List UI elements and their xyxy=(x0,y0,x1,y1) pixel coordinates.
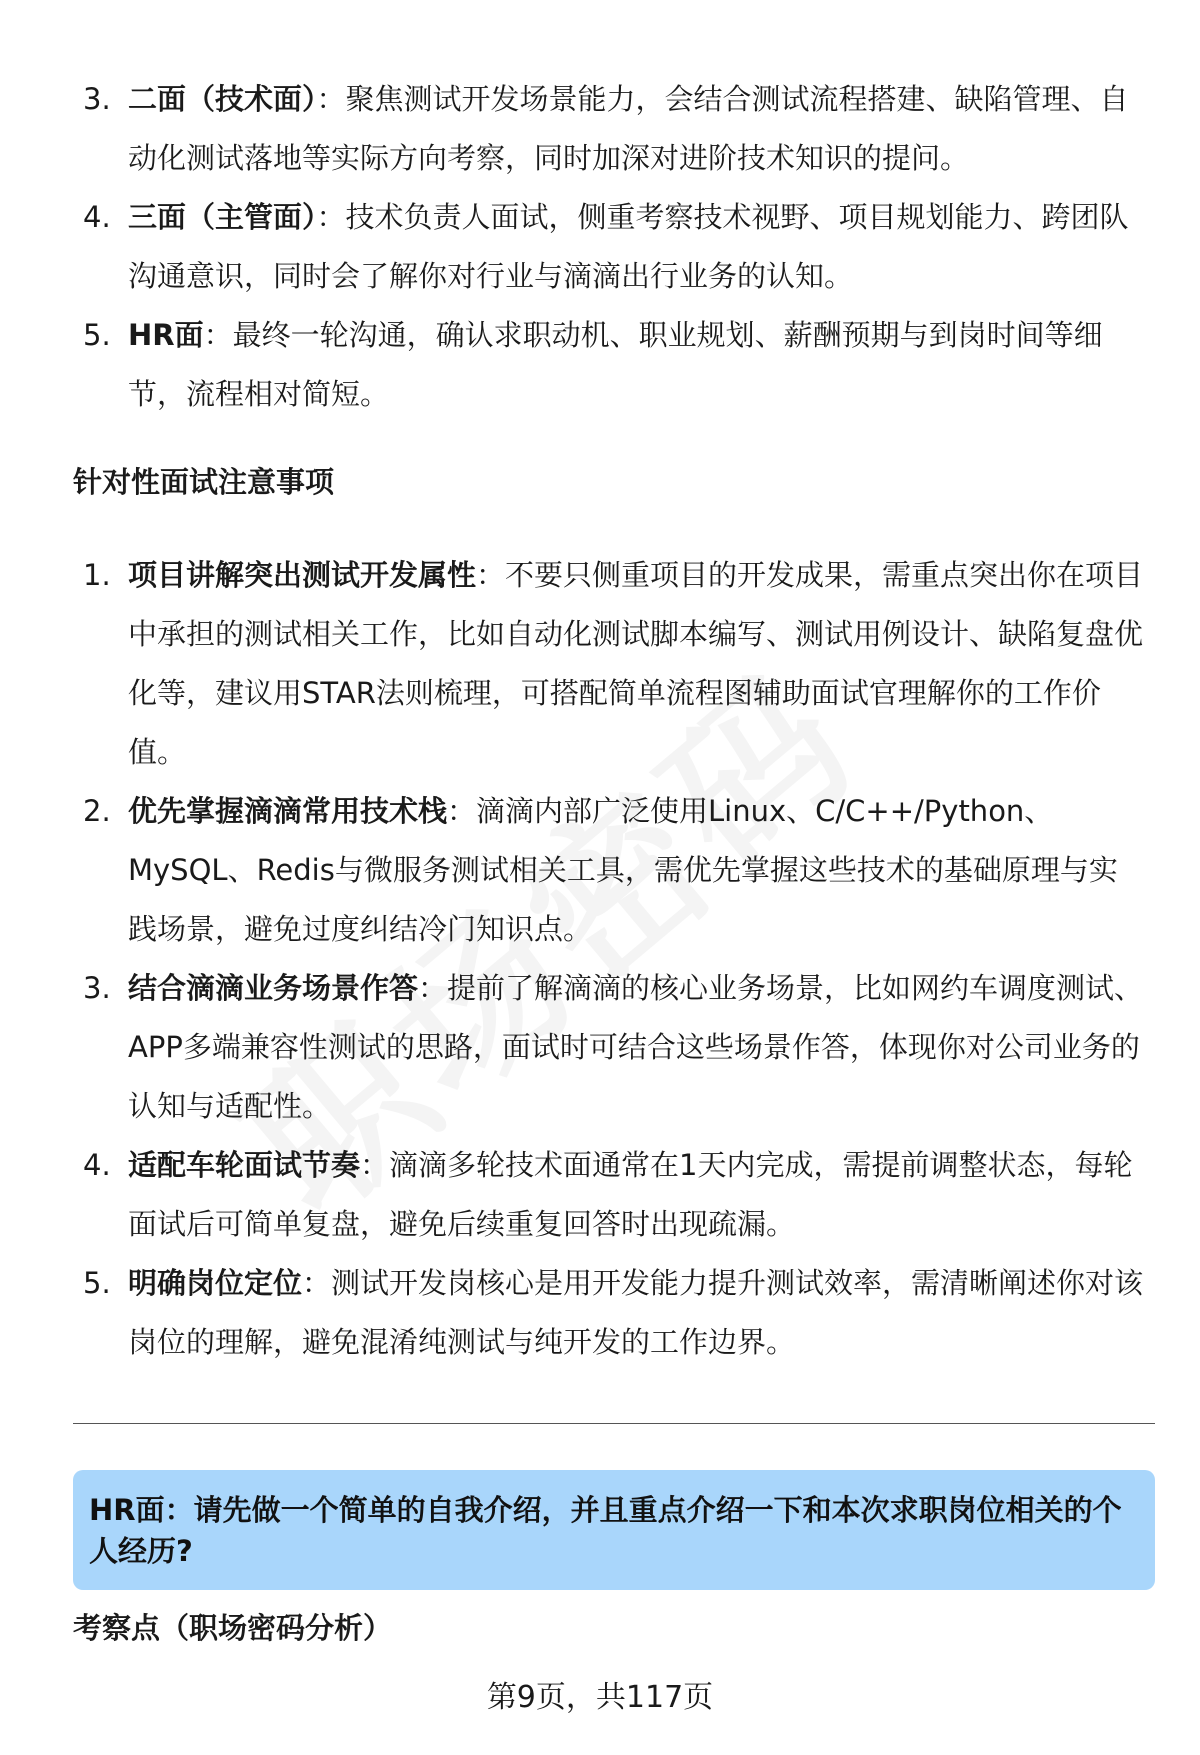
list-item xyxy=(0,782,1200,959)
item-text: ：提前了解滴滴的核心业务场景，比如网约车调度测试、APP多端兼容性测试的思路，面试时可结合这些场景作答，体现你对公司业务的认知与适配性。 xyxy=(128,971,1144,1123)
item-heading: 优先掌握滴滴常用技术栈 xyxy=(128,794,448,828)
item-number: 2. xyxy=(83,794,111,828)
list-item xyxy=(0,70,1200,188)
item-heading: 项目讲解突出测试开发属性 xyxy=(128,558,477,592)
section-title: 针对性面试注意事项 xyxy=(73,465,335,499)
item-heading: 二面（技术面） xyxy=(128,82,317,116)
item-text: ：测试开发岗核心是用开发能力提升测试效率，需清晰阐述你对该岗位的理解，避免混淆纯测试与纯开发的工作边界。 xyxy=(128,1266,1144,1359)
interview-rounds-list xyxy=(0,70,1200,424)
page-footer: 第9页，共117页 xyxy=(486,1680,714,1715)
question-box: HR面：请先做一个简单的自我介绍，并且重点介绍一下和本次求职岗位相关的个人经历? xyxy=(73,1470,1155,1590)
interview-tips-list xyxy=(0,546,1200,1372)
item-number: 5. xyxy=(83,318,111,352)
item-text: ：技术负责人面试，侧重考察技术视野、项目规划能力、跨团队沟通意识，同时会了解你对行业与滴滴出行业务的认知。 xyxy=(128,200,1129,293)
item-text: ：最终一轮沟通，确认求职动机、职业规划、薪酬预期与到岗时间等细节，流程相对简短。 xyxy=(128,318,1103,411)
item-heading: 结合滴滴业务场景作答 xyxy=(128,971,419,1005)
item-number: 4. xyxy=(83,200,111,234)
item-number: 1. xyxy=(83,558,111,592)
item-number: 5. xyxy=(83,1266,111,1300)
item-heading: 适配车轮面试节奏 xyxy=(128,1148,361,1182)
item-text: ：不要只侧重项目的开发成果，需重点突出你在项目中承担的测试相关工作，比如自动化测试脚本编写、测试用例设计、缺陷复盘优化等，建议用STAR法则梳理，可搭配简单流程图辅助面试官理解你的工作价值。 xyxy=(128,558,1144,769)
divider xyxy=(73,1423,1155,1424)
list-item xyxy=(0,306,1200,424)
item-heading: HR面 xyxy=(128,318,204,352)
item-heading: 明确岗位定位 xyxy=(128,1266,303,1300)
item-text: ：聚焦测试开发场景能力，会结合测试流程搭建、缺陷管理、自动化测试落地等实际方向考察，同时加深对进阶技术知识的提问。 xyxy=(128,82,1129,175)
list-item xyxy=(0,1136,1200,1254)
item-text: ：滴滴多轮技术面通常在1天内完成，需提前调整状态，每轮面试后可简单复盘，避免后续重复回答时出现疏漏。 xyxy=(128,1148,1133,1241)
sub-title: 考察点（职场密码分析） xyxy=(73,1611,393,1645)
item-number: 3. xyxy=(83,82,111,116)
list-item xyxy=(0,546,1200,782)
list-item xyxy=(0,1254,1200,1372)
item-heading: 三面（主管面） xyxy=(128,200,317,234)
item-number: 3. xyxy=(83,971,111,1005)
item-number: 4. xyxy=(83,1148,111,1182)
list-item xyxy=(0,959,1200,1136)
list-item xyxy=(0,188,1200,306)
item-text: ：滴滴内部广泛使用Linux、C/C++/Python、MySQL、Redis与微服务测试相关工具，需优先掌握这些技术的基础原理与实践场景，避免过度纠结冷门知识点。 xyxy=(128,794,1118,946)
